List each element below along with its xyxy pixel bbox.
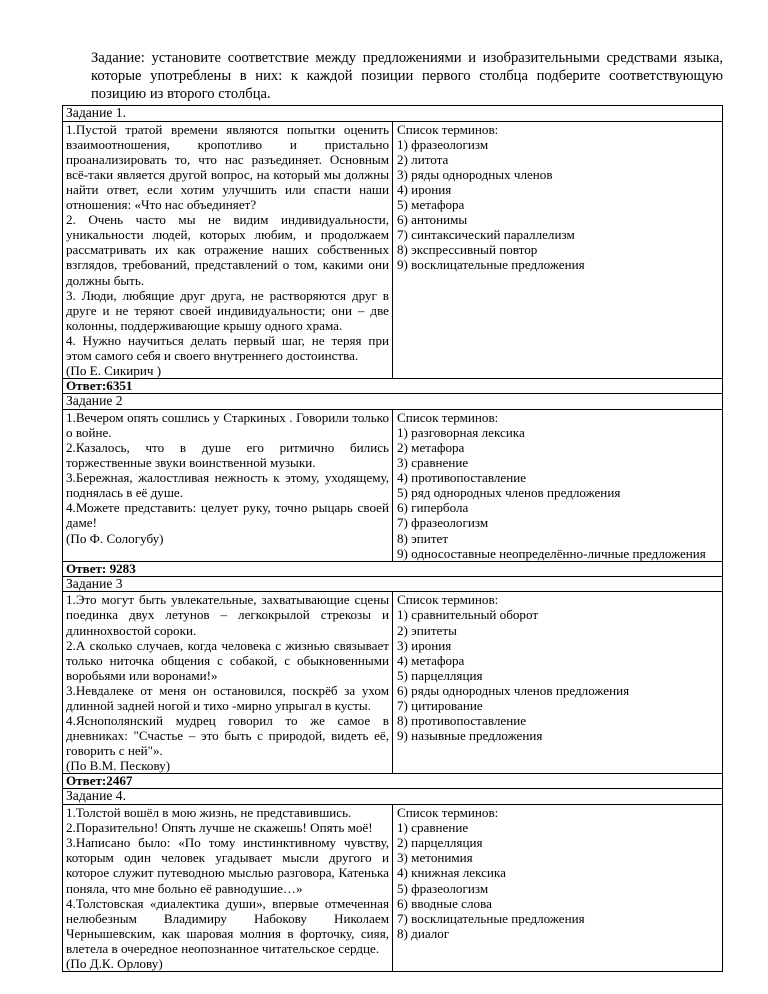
task-1-term: 4) ирония <box>397 181 452 197</box>
task-2-term: 2) метафора <box>397 439 465 455</box>
task-4-header-row <box>63 789 723 805</box>
task-4-term: 5) фразеологизм <box>397 880 489 896</box>
task-3-source: (По В.М. Пескову) <box>66 758 171 774</box>
task-2-terms-header: Список терминов: <box>397 409 499 425</box>
task-3-term: 9) назывные предложения <box>397 728 543 744</box>
task-3-terms <box>393 592 723 774</box>
task-2-title: Задание 2 <box>63 394 723 410</box>
task-2-sentence-3: 3.Бережная, жалостливая нежность к этому, уходящему, поднялась в её душе. <box>66 470 389 501</box>
task-3-title: Задание 3 <box>63 576 723 592</box>
task-1-term: 8) экспрессивный повтор <box>397 242 538 258</box>
task-instructions: Задание: установите соответствие между предложениями и изобразительными средствами языка, которые употреблены в них: к каждой позиции первого столбца подберите соответствующую позицию из второго столбца. <box>91 50 723 102</box>
task-1-terms-header: Список терминов: <box>397 121 499 137</box>
task-2-term: 9) односоставные неопределённо-личные предложения <box>397 545 706 561</box>
task-1-sentence-4: 4. Нужно научиться делать первый шаг, не теряя при этом самого себя и своего внутреннего достоинства. <box>66 332 389 363</box>
task-1-term: 5) метафора <box>397 197 465 213</box>
tasks-table <box>62 105 723 972</box>
task-1-term: 6) антонимы <box>397 212 468 228</box>
task-2-term: 3) сравнение <box>397 455 469 471</box>
task-4-title: Задание 4. <box>63 789 723 805</box>
task-3-term: 1) сравнительный оборот <box>397 607 539 623</box>
task-3-term: 2) эпитеты <box>397 622 457 638</box>
task-3-term: 6) ряды однородных членов предложения <box>397 682 630 698</box>
task-3-sentence-2: 2.А сколько случаев, когда человека с жизнью связывает только ниточка общения с собакой, с обыкновенными воробьями или воронами!» <box>66 637 389 683</box>
task-4-terms-header: Список терминов: <box>397 805 499 821</box>
task-4-term: 1) сравнение <box>397 820 469 836</box>
task-2-header-row <box>63 394 723 410</box>
task-4-sentences <box>63 805 393 972</box>
task-3-body-row <box>63 592 723 774</box>
task-2-sentences <box>63 409 393 561</box>
task-2-terms <box>393 409 723 561</box>
task-3-sentence-4: 4.Яснополянский мудрец говорил то же самое в дневниках: "Счастье – это быть с природой, видеть её, говорить с ней"». <box>66 713 389 759</box>
task-1-sentence-3: 3. Люди, любящие друг друга, не растворяются друг в друге и не теряют своей индивидуальности; они – две колонны, поддерживающие крышу одного храма. <box>66 287 389 333</box>
task-2-sentence-4: 4.Можете представить: целует руку, точно рыцарь своей даме! <box>66 500 389 531</box>
task-1-sentences <box>63 121 393 379</box>
task-1-term: 2) литота <box>397 151 449 167</box>
task-1-source: (По Е. Сикирич ) <box>66 363 162 379</box>
task-1-header-row <box>63 106 723 122</box>
task-2-body-row <box>63 409 723 561</box>
task-2-term: 5) ряд однородных членов предложения <box>397 485 621 501</box>
task-2-term: 4) противопоставление <box>397 470 527 486</box>
task-1-term: 9) восклицательные предложения <box>397 257 585 273</box>
task-4-sentence-1: 1.Толстой вошёл в мою жизнь, не представившись. <box>66 805 352 821</box>
task-4-term: 6) вводные слова <box>397 895 492 911</box>
task-2-answer: Ответ: 9283 <box>63 561 723 576</box>
task-2-term: 8) эпитет <box>397 530 449 546</box>
task-2-term: 7) фразеологизм <box>397 515 489 531</box>
task-2-sentence-1: 1.Вечером опять сошлись у Старкиных . Говорили только о войне. <box>66 409 389 440</box>
task-4-body-row <box>63 805 723 972</box>
task-4-term: 3) метонимия <box>397 850 473 866</box>
task-1-body-row <box>63 121 723 379</box>
task-4-sentence-2: 2.Поразительно! Опять лучше не скажешь! Опять моё! <box>66 820 373 836</box>
task-2-sentence-2: 2.Казалось, что в душе его ритмично бились торжественные звуки воинственной музыки. <box>66 439 389 471</box>
task-3-sentence-1: 1.Это могут быть увлекательные, захватывающие сцены поединка двух летунов – легкокрылой стрекозы и длиннохвостой сороки. <box>66 592 389 638</box>
task-4-term: 4) книжная лексика <box>397 865 506 881</box>
task-4-source: (По Д.К. Орлову) <box>66 955 163 971</box>
task-3-term: 5) парцелляция <box>397 667 483 683</box>
task-4-sentence-3: 3.Написано было: «По тому инстинктивному чувству, которым один человек угадывает мысли другого и которое служит путеводною мыслью разговора, Катенька поняла, что мне больно её равнодушие…» <box>66 835 389 896</box>
task-3-term: 3) ирония <box>397 637 452 653</box>
task-1-sentence-2: 2. Очень часто мы не видим индивидуальности, уникальности людей, которых любим, и продолжаем рассматривать их как отражение наших собственных взглядов, требований, представлений о том, какими они должны быть. <box>66 212 389 288</box>
task-3-term: 4) метафора <box>397 652 465 668</box>
task-2-source: (По Ф. Сологубу) <box>66 530 164 546</box>
task-3-term: 8) противопоставление <box>397 713 527 729</box>
task-3-header-row <box>63 576 723 592</box>
task-4-term: 8) диалог <box>397 925 450 941</box>
task-3-answer-row <box>63 774 723 789</box>
task-4-terms <box>393 805 723 972</box>
task-4-term: 2) парцелляция <box>397 835 483 851</box>
task-1-sentence-1: 1.Пустой тратой времени являются попытки оценить взаимоотношения, кропотливо и пристально проанализировать то, что нас разъединяет. Основным всё-таки является другой вопрос, на который мы должны найти ответ, если хотим улучшить или спасти наши отношения: «Что нас объединяет? <box>66 121 389 213</box>
task-3-sentences <box>63 592 393 774</box>
task-1-answer-row <box>63 379 723 394</box>
task-3-term: 7) цитирование <box>397 697 483 713</box>
task-2-answer-row <box>63 561 723 576</box>
task-1-answer: Ответ:6351 <box>63 379 723 394</box>
task-4-term: 7) восклицательные предложения <box>397 910 585 926</box>
task-3-sentence-3: 3.Невдалеке от меня он остановился, поскрёб за ухом длинной задней ногой и тихо -мирно упрыгал в кусты. <box>66 682 389 713</box>
task-3-terms-header: Список терминов: <box>397 592 499 608</box>
task-4-sentence-4: 4.Толстовская «диалектика души», впервые отмеченная нелюбезным Владимиру Набокову Николаем Чернышевским, как шаровая молния в форточку, сияя, влетела в очередное неопознанное читательское сердце. <box>66 895 389 956</box>
task-1-term: 7) синтаксический параллелизм <box>397 227 575 243</box>
task-1-title: Задание 1. <box>63 106 723 122</box>
task-1-term: 3) ряды однородных членов <box>397 166 553 182</box>
task-3-answer: Ответ:2467 <box>63 774 723 789</box>
task-1-terms <box>393 121 723 379</box>
task-2-term: 6) гипербола <box>397 500 469 516</box>
task-1-term: 1) фразеологизм <box>397 136 489 152</box>
task-2-term: 1) разговорная лексика <box>397 424 525 440</box>
